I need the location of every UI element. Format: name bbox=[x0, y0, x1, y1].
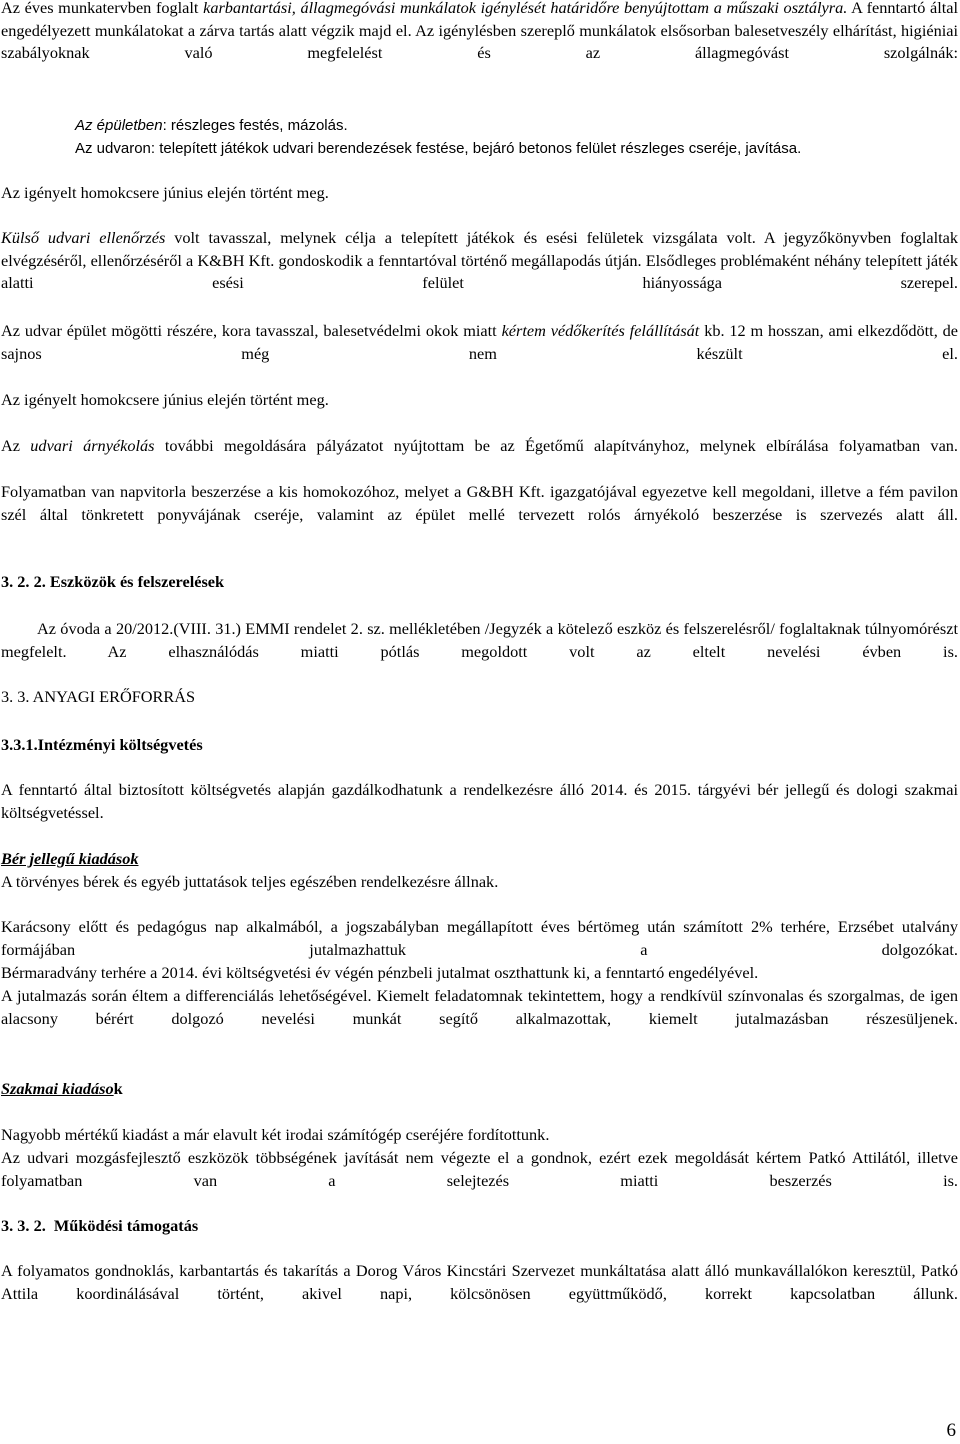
budget-paragraph: A fenntartó által biztosított költségvetés alapján gazdálkodhatunk a rendelkezésre álló 2014. és 2015. tárgyévi bér jellegű és dologi szakmai költségvetéssel. bbox=[1, 780, 958, 822]
maintenance-paragraph: Az éves munkatervben foglalt karbantartási, állagmegóvási munkálatok igénylését határidőre benyújtottam a műszaki osztályra. A fenntartó által engedélyezett munkálatokat a zárva tartás alatt végzik majd el. Az igénylésben szereplő munkálatok elsősorban balesetveszély elhárítást, higiéniai szabályoknak való megfelelést és az állagmegóvást szolgálnák: bbox=[1, 0, 958, 63]
external-inspection-paragraph: Külső udvari ellenőrzés volt tavasszal, melynek célja a telepített játékok és esési felületek vizsgálata volt. A jegyzőkönyvben foglaltak elvégzéséről, ellenőrzéséről a K&BH Kft. gondoskodik a fenntartóval történő megállapodás útján. Elsődleges problémaként néhány telepített játék alatti esési felület hiányossága szerepel. bbox=[1, 228, 958, 293]
wage-expenses-heading: Bér jellegű kiadások bbox=[1, 849, 139, 868]
operations-paragraph: A folyamatos gondnoklás, karbantartás és takarítás a Dorog Város Kincstári Szervezet munkáltatása alatt álló munkavállalókon keresztül, Patkó Attila koordinálásával történt, akivel napi, kölcsönösen együttműködő, korrekt kapcsolatban állunk. bbox=[1, 1261, 958, 1303]
professional-expenses-heading: Szakmai kiadások bbox=[1, 1079, 123, 1098]
fence-paragraph: Az udvar épület mögötti részére, kora tavasszal, balesetvédelmi okok miatt kértem védőkerítés felállítását kb. 12 m hosszan, ami elkezdődött, de sajnos még nem készült el. bbox=[1, 321, 958, 363]
wages-paragraph: A törvényes bérek és egyéb juttatások teljes egészében rendelkezésre állnak. bbox=[1, 872, 499, 891]
page-number: 6 bbox=[946, 1420, 956, 1441]
shading-paragraph: Az udvari árnyékolás további megoldására pályázatot nyújtottam be az Égetőmű alapítványhoz, melynek elbírálása folyamatban van. bbox=[1, 436, 958, 455]
equipment-repair-paragraph: Az udvari mozgásfejlesztő eszközök többségének javítását nem végezte el a gondnok, ezért ezek megoldását kértem Patkó Attilától, illetve folyamatban van a selejtezés miatti beszerzés is. bbox=[1, 1148, 958, 1190]
christmas-bonus-paragraph: Karácsony előtt és pedagógus nap alkalmából, a jogszabályban megállapított éves bértömeg után számított 2% terhére, Erzsébet utalvány formájában jutalmazhattuk a dolgozókat. bbox=[1, 917, 958, 959]
external-inspection-label: Külső udvari ellenőrzés bbox=[1, 228, 166, 247]
sun-sail-paragraph: Folyamatban van napvitorla beszerzése a kis homokozóhoz, melyet a G&BH Kft. igazgatójával egyezetve kell megoldani, illetve a fém pavilon szél által tönkretett ponyvájának cseréje, valamint az épület mellé tervezett rolós árnyékoló beszerzése is szervezés alatt áll. bbox=[1, 482, 958, 524]
remainder-paragraph: Bérmaradvány terhére a 2014. évi költségvetési év végén pénzbeli jutalmat oszthattunk ki, a fenntartó engedélyével. bbox=[1, 963, 759, 982]
sand-replacement-note-2: Az igényelt homokcsere június elején történt meg. bbox=[1, 390, 329, 409]
yard-works-line: Az udvaron: telepített játékok udvari berendezések festése, bejáró betonos felület részleges cseréje, javítása. bbox=[75, 140, 802, 157]
section-heading-33: 3. 3. ANYAGI ERŐFORRÁS bbox=[1, 687, 196, 706]
section-heading-331: 3.3.1.Intézményi költségvetés bbox=[1, 735, 203, 754]
equipment-paragraph: Az óvoda a 20/2012.(VIII. 31.) EMMI rendelet 2. sz. mellékletében /Jegyzék a kötelező eszköz és felszerelésről/ foglaltaknak túlnyomórészt megfelelt. Az elhasználódás miatti pótlás megoldott volt az eltelt nevelési évben is. bbox=[1, 619, 958, 661]
maintenance-request-emphasis: karbantartási, állagmegóvási munkálatok igénylését határidőre benyújtottam a műszaki osztályra. bbox=[203, 0, 848, 17]
section-heading-322: 3. 2. 2. Eszközök és felszerelések bbox=[1, 572, 225, 591]
sand-replacement-note-1: Az igényelt homokcsere június elején történt meg. bbox=[1, 183, 329, 202]
yard-label: Az udvaron bbox=[75, 140, 151, 157]
reward-paragraph: A jutalmazás során éltem a differenciálás lehetőségével. Kiemelt feladatomnak tekintettem, hogy a rendkívül színvonalas és szorgalmas, de igen alacsony bérért dolgozó nevelési munkát segítő alkalmazottak, kiemelt jutalmazásban részesüljenek. bbox=[1, 986, 958, 1028]
building-works-line: Az épületben: részleges festés, mázolás. bbox=[75, 117, 348, 134]
section-heading-332: 3. 3. 2. Működési támogatás bbox=[1, 1216, 199, 1235]
computers-paragraph: Nagyobb mértékű kiadást a már elavult két irodai számítógép cseréjére fordítottunk. bbox=[1, 1125, 550, 1144]
building-label: Az épületben bbox=[75, 117, 163, 134]
